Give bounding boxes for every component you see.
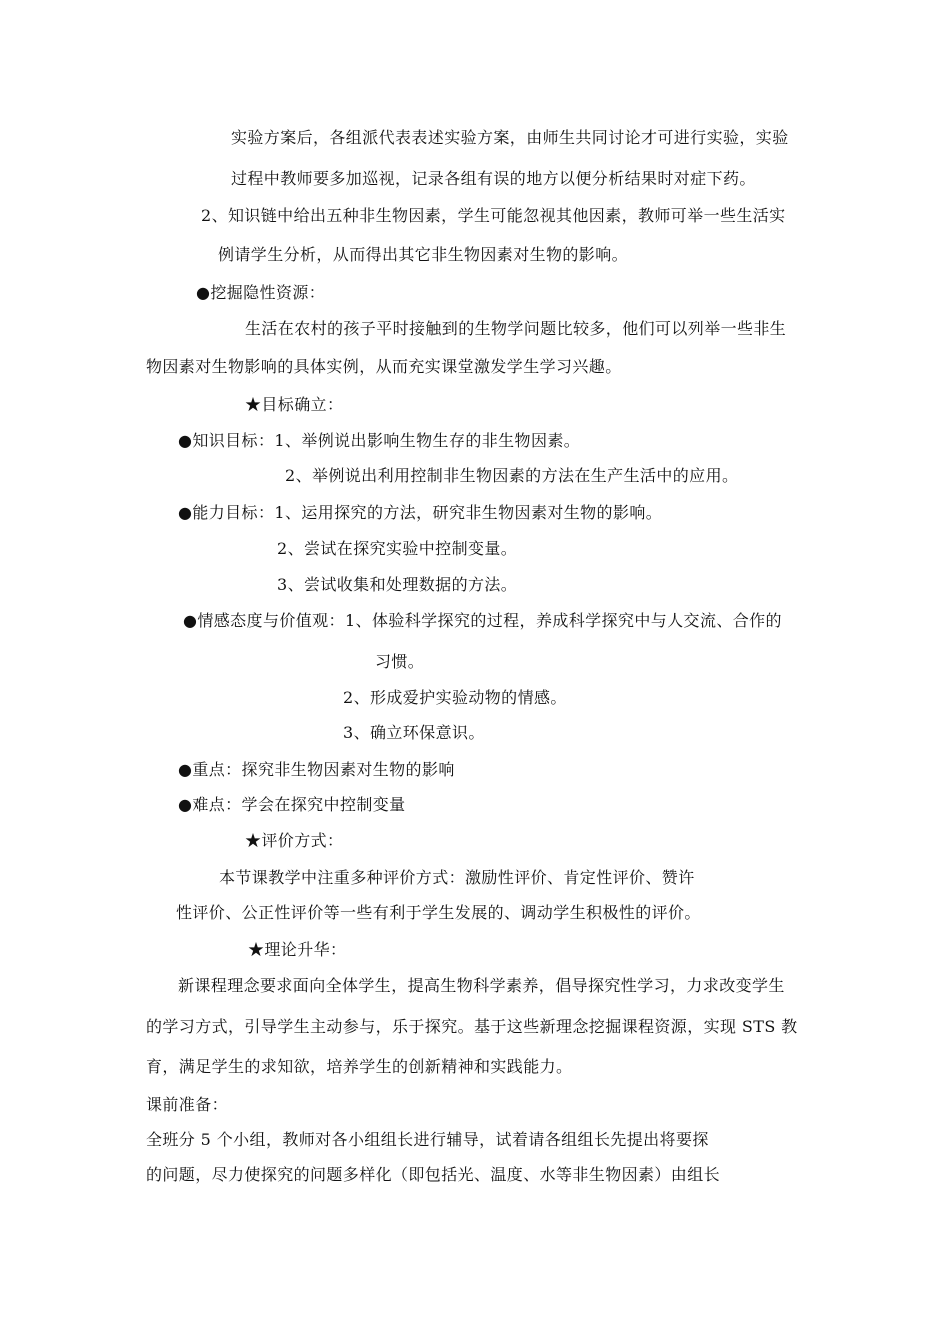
text-line: ●重点：探究非生物因素对生物的影响 [178,760,455,779]
text-line: 物因素对生物影响的具体实例，从而充实课堂激发学生学习兴趣。 [146,357,622,376]
section-heading: 课前准备： [146,1095,229,1114]
section-heading: ★目标确立： [245,395,344,414]
text-line: ●情感态度与价值观：1、体验科学探究的过程，养成科学探究中与人交流、合作的 [183,611,782,630]
text-line: 3、确立环保意识。 [343,723,485,742]
text-line: 生活在农村的孩子平时接触到的生物学问题比较多，他们可以列举一些非生 [245,319,787,338]
text-line: 过程中教师要多加巡视，记录各组有误的地方以便分析结果时对症下药。 [231,169,756,188]
text-line: ●能力目标：1、运用探究的方法，研究非生物因素对生物的影响。 [178,503,663,522]
section-heading: ★评价方式： [245,831,344,850]
text-line: 2、尝试在探究实验中控制变量。 [277,539,518,558]
text-line: ●知识目标：1、举例说出影响生物生存的非生物因素。 [178,431,581,450]
text-line: 2、知识链中给出五种非生物因素，学生可能忽视其他因素，教师可举一些生活实 [201,206,786,225]
text-line: 习惯。 [375,652,425,671]
text-line: ●难点：学会在探究中控制变量 [178,795,406,814]
text-line: 2、举例说出利用控制非生物因素的方法在生产生活中的应用。 [285,466,739,485]
section-heading: ★理论升华： [248,940,347,959]
text-line: 育，满足学生的求知欲，培养学生的创新精神和实践能力。 [146,1057,573,1076]
section-heading: ●挖掘隐性资源： [196,283,326,302]
text-line: 例请学生分析，从而得出其它非生物因素对生物的影响。 [218,245,629,264]
text-line: 本节课教学中注重多种评价方式：激励性评价、肯定性评价、赞许 [219,868,695,887]
text-line: 新课程理念要求面向全体学生，提高生物科学素养，倡导探究性学习，力求改变学生 [178,976,785,995]
text-line: 的问题，尽力使探究的问题多样化（即包括光、温度、水等非生物因素）由组长 [146,1165,721,1184]
text-line: 实验方案后，各组派代表表述实验方案，由师生共同讨论才可进行实验，实验 [231,128,789,147]
text-line: 3、尝试收集和处理数据的方法。 [277,575,518,594]
text-line: 全班分 5 个小组，教师对各小组组长进行辅导，试着请各组组长先提出将要探 [146,1130,709,1149]
text-line: 2、形成爱护实验动物的情感。 [343,688,567,707]
text-line: 的学习方式，引导学生主动参与，乐于探究。基于这些新理念挖掘课程资源，实现 STS 教 [146,1017,798,1036]
text-line: 性评价、公正性评价等一些有利于学生发展的、调动学生积极性的评价。 [176,903,701,922]
